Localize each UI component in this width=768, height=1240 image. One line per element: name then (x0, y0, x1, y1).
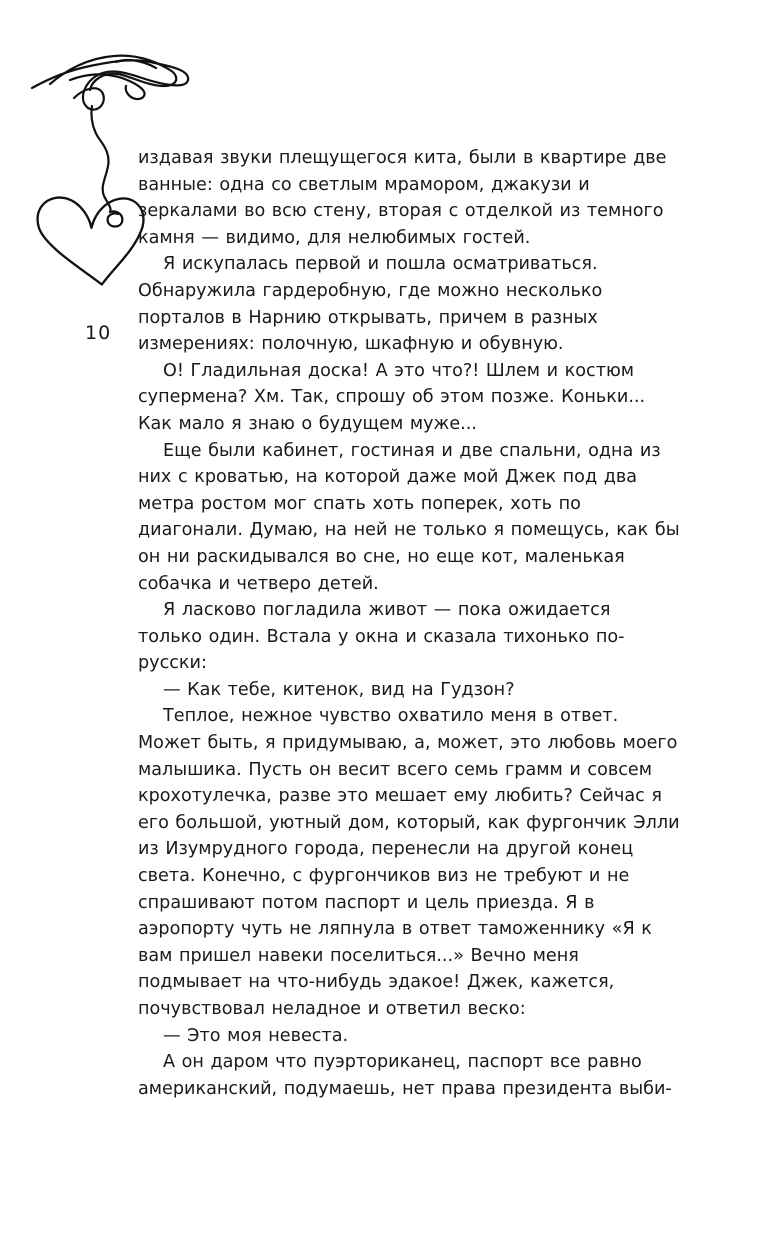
dialogue-line: — Как тебе, китенок, вид на Гудзон? (163, 679, 515, 700)
dialogue-line: — Это моя невеста. (163, 1025, 349, 1046)
paragraph: Еще были кабинет, гостиная и две спальни, одна из них с кроватью, на которой даже мой Джек под два метра ростом мог спать хоть поперек, хоть по диагонали. Думаю, на ней не только я помещусь, как бы он ни раскидывался во сне, но еще кот, маленькая собачка и четверо детей. (138, 440, 680, 594)
page-number: 10 (85, 322, 112, 344)
paragraph: А он даром что пуэрториканец, паспорт все равно американский, подумаешь, нет права президента выби- (138, 1052, 672, 1099)
paragraph: О! Гладильная доска! А это что?! Шлем и костюм супермена? Хм. Так, спрошу об этом позже. Коньки... Как мало я знаю о будущем муже... (138, 360, 646, 434)
paragraph: Я ласково погладила живот — пока ожидается только один. Встала у окна и сказала тихонько по-русски: (138, 600, 625, 674)
paragraph: издавая звуки плещущегося кита, были в квартире две ванные: одна со светлым мрамором, джакузи и зеркалами во всю стену, вторая с отделкой из темного камня — видимо, для нелюбимых гостей. (138, 148, 667, 248)
body-text (138, 145, 680, 1102)
paragraph: Я искупалась первой и пошла осматриваться. Обнаружила гардеробную, где можно несколько порталов в Нарнию открывать, причем в разных измерениях: полочную, шкафную и обувную. (138, 254, 603, 355)
paragraph: Теплое, нежное чувство охватило меня в ответ. Может быть, я придумываю, а, может, это любовь моего малышика. Пусть он весит всего семь грамм и совсем крохотулечка, разве это мешает ему любить? Сейчас я его большой, уютный дом, который, как фургончик Элли из Изумрудного города, перенесли на другой конец света. Конечно, с фургончиков виз не требуют и не спрашивают потом паспорт и цель приезда. Я в аэропорту чуть не ляпнула в ответ таможеннику «Я к вам пришел навеки поселиться...» Вечно меня подмывает на что-нибудь эдакое! Джек, кажется, почувствовал неладное и ответил веско: (138, 706, 680, 1019)
